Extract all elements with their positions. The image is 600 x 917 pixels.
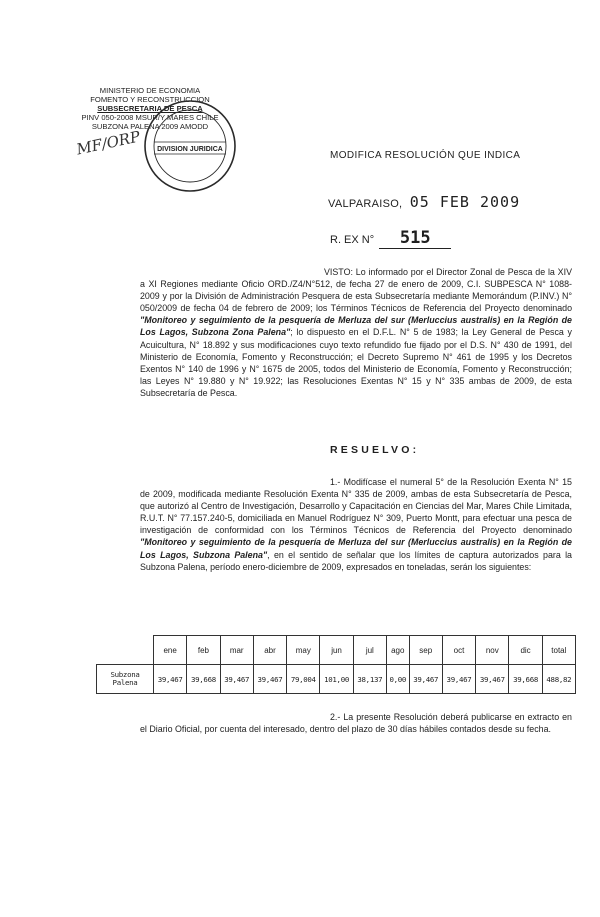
table-cell: 39,668 <box>187 665 220 694</box>
document-subject: MODIFICA RESOLUCIÓN QUE INDICA <box>330 150 521 161</box>
subsecretaria-line: SUBSECRETARIA DE PESCA <box>97 104 203 113</box>
month-header: sep <box>409 636 442 665</box>
total-header: total <box>542 636 575 665</box>
handwritten-initials: MF/ORP <box>74 127 142 159</box>
table-cell: 38,137 <box>353 665 386 694</box>
table-cell: 79,004 <box>287 665 320 694</box>
month-header: feb <box>187 636 220 665</box>
date-stamp: 05 FEB 2009 <box>409 193 521 211</box>
item-1-paragraph <box>140 476 572 573</box>
visto-paragraph <box>140 266 572 399</box>
resolution-number <box>330 228 451 249</box>
rex-number: 515 <box>379 228 451 249</box>
reference-line-1: PINV 050-2008 MSUR/Y MARES CHILE <box>81 113 219 122</box>
row-label: Subzona Palena <box>97 665 154 694</box>
month-header: mar <box>220 636 253 665</box>
month-header: oct <box>442 636 475 665</box>
table-cell: 39,467 <box>409 665 442 694</box>
item-2-paragraph <box>140 711 572 735</box>
table-cell: 39,467 <box>476 665 509 694</box>
month-header: jun <box>320 636 353 665</box>
month-header: abr <box>253 636 286 665</box>
item-2-text: 2.- La presente Resolución deberá publicarse en extracto en el Diario Oficial, por cuenta del interesado, dentro del plazo de 30 días hábiles contados desde su fecha. <box>140 712 572 735</box>
month-header: ago <box>386 636 409 665</box>
visto-text-2: ; lo dispuesto en el D.F.L. N° 5 de 1983; la Ley General de Pesca y Acuicultura, N° 18.892 y sus modificaciones cuyo texto refundido fue fijado por el D.S. N° 430 de 1991, del Ministerio de Economía, Fomento y Reconstrucción; el Decreto Supremo N° 461 de 1995 y los Decretos Exentos N° 140 de 1996 y N° 1675 de 2005, todos del Ministerio de Economía, Fomento y Reconstrucción; las Leyes N° 19.880 y N° 19.922; las Resoluciones Exentas N° 15 y N° 335 ambas de 2009, de esta Subsecretaría de Pesca. <box>140 327 572 398</box>
visto-label: VISTO: <box>324 267 353 277</box>
rex-label: R. EX N° <box>330 234 375 246</box>
item-1-text-2: , en el sentido de señalar que los límites de captura autorizados para la Subzona Palena, período enero-diciembre de 2009, expresados en toneladas, serán los siguientes: <box>140 549 572 572</box>
place-and-date <box>328 193 520 211</box>
table-row <box>97 665 576 694</box>
ministry-line-1: MINISTERIO DE ECONOMIA <box>99 86 201 95</box>
seal-text: DIVISION JURIDICA <box>157 146 223 153</box>
table-cell: 39,467 <box>220 665 253 694</box>
visto-project-title: "Monitoreo y seguimiento de la pesquería de Merluza del sur (Merluccius australis) en la Región de Los Lagos, Subzona Zona Palena" <box>140 315 572 338</box>
table-total-cell: 488,82 <box>542 665 575 694</box>
item-1-project-title: "Monitoreo y seguimiento de la pesquería de Merluza del sur (Merluccius australis) en la Región de Los Lagos, Subzona Palena" <box>140 537 572 560</box>
table-header-row <box>97 636 576 665</box>
reference-line-2: SUBZONA PALENA 2009 AMODD <box>91 122 209 131</box>
table-cell: 39,668 <box>509 665 542 694</box>
month-header: dic <box>509 636 542 665</box>
table-cell: 0,00 <box>386 665 409 694</box>
catch-limits-table <box>96 635 576 694</box>
month-header: ene <box>154 636 187 665</box>
table-cell: 39,467 <box>154 665 187 694</box>
ministry-line-2: FOMENTO Y RECONSTRUCCION <box>90 95 210 104</box>
month-header: jul <box>353 636 386 665</box>
place-name: VALPARAISO, <box>328 198 403 210</box>
month-header: may <box>287 636 320 665</box>
item-1-text-1: 1.- Modifícase el numeral 5° de la Resolución Exenta N° 15 de 2009, modificada mediante Resolución Exenta N° 335 de 2009, ambas de esta Subsecretaría de Pesca, que autorizó al Centro de Investigación, Desarrollo y Capacitación en Ciencias del Mar, Mares Chile Limitada, R.U.T. N° 77.157.240-5, domiciliada en Manuel Rodríguez N° 309, Puerto Montt, para efectuar una pesca de investigación de conformidad con los Términos Técnicos de Referencia del Proyecto denominado <box>140 477 572 536</box>
table-cell: 39,467 <box>442 665 475 694</box>
table-cell: 101,00 <box>320 665 353 694</box>
table-cell: 39,467 <box>253 665 286 694</box>
visto-text-1: Lo informado por el Director Zonal de Pesca de la XIV a XI Regiones mediante Oficio ORD./Z4/N°512, de fecha 27 de enero de 2009, C.I. SUBPESCA N° 1088-2009 y por la División de Administración Pesquera de esta Subsecretaría mediante Memorándum (P.INV.) N° 050/2009 de fecha 04 de febrero de 2009; los Términos Técnicos de Referencia del Proyecto denominado <box>140 267 572 314</box>
month-header: nov <box>476 636 509 665</box>
resuelvo-heading: RESUELVO: <box>330 444 420 456</box>
juridica-seal-stamp <box>140 96 240 196</box>
